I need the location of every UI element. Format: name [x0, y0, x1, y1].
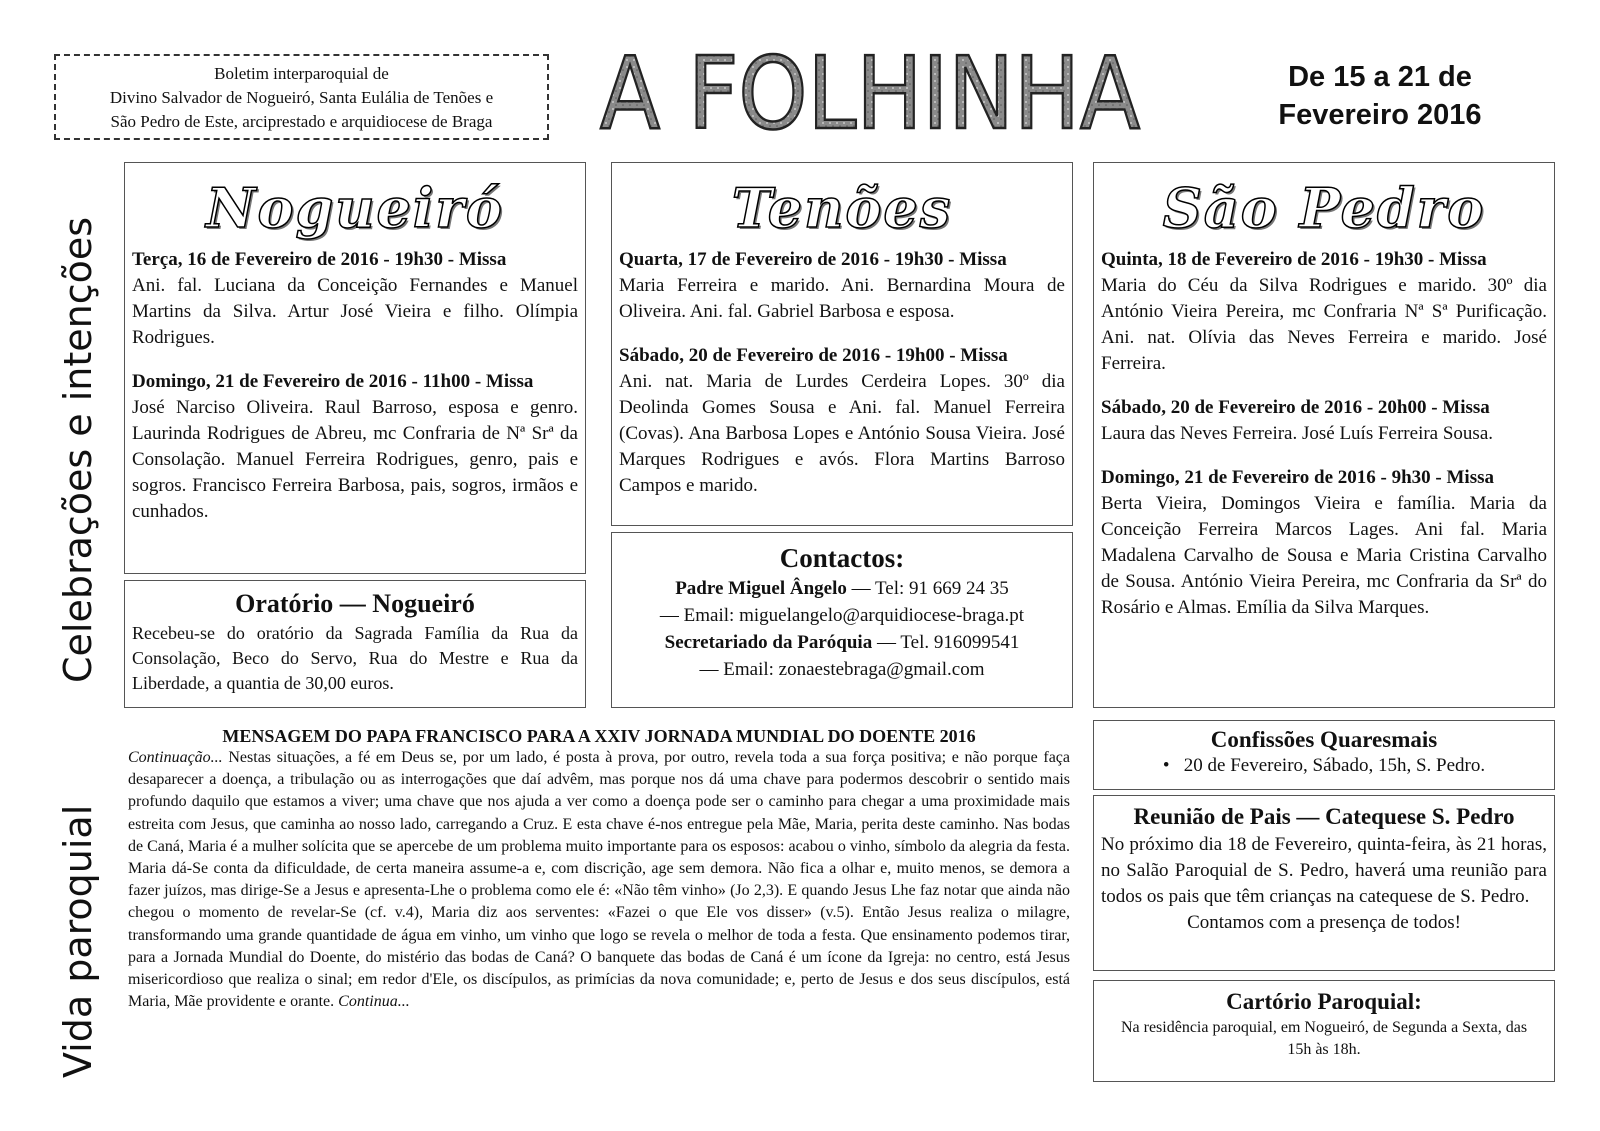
parents-meeting-closing: Contamos com a presença de todos! — [1187, 912, 1461, 933]
nogueiro-entry-2-heading: Domingo, 21 de Fevereiro de 2016 - 11h00 - Missa — [132, 371, 534, 392]
confessions-title: Confissões Quaresmais — [1210, 727, 1438, 752]
sao-pedro-entry-1-text: Maria do Céu da Silva Rodrigues e marido. 30º dia António Vieira Pereira, mc Confraria Nª Sª Purificação. Ani. nat. Olívia das Neves Ferreira e marido. José Ferreira. — [1101, 275, 1547, 374]
secretariat-email: — Email: zonaestebraga@gmail.com — [699, 659, 985, 680]
nogueiro-entry-1-heading: Terça, 16 de Fevereiro de 2016 - 19h30 - Missa — [132, 249, 507, 270]
pope-message-text — [128, 747, 1070, 1013]
date-line-2: Fevereiro 2016 — [1278, 99, 1482, 131]
sao-pedro-section — [1093, 162, 1555, 708]
bulletin-title: A FOLHINHA — [600, 35, 1140, 152]
side-label-parish-life: Vida paroquial — [56, 804, 100, 1078]
date-range — [1250, 58, 1510, 134]
priest-name: Padre Miguel Ângelo — [675, 578, 847, 599]
tenoes-section — [611, 162, 1073, 526]
oratorio-text: Recebeu-se do oratório da Sagrada Família da Rua da Consolação, Beco do Servo, Rua do Mestre e Rua da Liberdade, a quantia de 30,00 euros. — [132, 623, 578, 693]
secretariat-name: Secretariado da Paróquia — [664, 632, 873, 653]
oratorio-section — [124, 580, 586, 708]
oratorio-title: Oratório — Nogueiró — [235, 589, 475, 618]
parents-meeting-text: No próximo dia 18 de Fevereiro, quinta-feira, às 21 horas, no Salão Paroquial de S. Pedro, haverá uma reunião para todos os pais que têm crianças na catequese de S. Pedro. — [1101, 834, 1547, 907]
pope-message-section — [128, 726, 1070, 1013]
bulletin-line-2: Divino Salvador de Nogueiró, Santa Eulália de Tenões e — [109, 88, 494, 107]
pope-message-title: MENSAGEM DO PAPA FRANCISCO PARA A XXIV JORNADA MUNDIAL DO DOENTE 2016 — [222, 726, 976, 746]
tenoes-entry-2-text: Ani. nat. Maria de Lurdes Cerdeira Lopes. 30º dia Deolinda Gomes Sousa e Ani. fal. Manuel Ferreira (Covas). Ana Barbosa Lopes e António Sousa Vieira. José Marques Rodrigues e avós. Flora Martins Barroso Campos e marido. — [619, 371, 1065, 496]
parish-office-title: Cartório Paroquial: — [1226, 989, 1422, 1014]
nogueiro-entry-1-text: Ani. fal. Luciana da Conceição Fernandes e Manuel Martins da Silva. Artur José Vieira e filho. Olímpia Rodrigues. — [132, 275, 578, 348]
bullet-icon: • — [1162, 755, 1184, 776]
bulletin-line-1: Boletim interparoquial de — [214, 64, 389, 83]
pope-message-body: Nestas situações, a fé em Deus se, por um lado, é posta à prova, por outro, revela toda a sua força positiva; e não porque faça desaparecer a doença, a tribulação ou as interrogações que daí advêm, mas porque nos dá uma chave para podermos descobrir o sentido mais profundo daquilo que estamos a viver; uma chave que nos ajuda a ver como a doença pode ser o caminho para chegar a uma proximidade mais estreita com Jesus, que caminha ao nosso lado, carregando a Cruz. E esta chave é-nos entregue pela Mãe, Maria, perita deste caminho. Nas bodas de Caná, Maria é a mulher solícita que se apercebe de um problema muito importante para os esposos: acabou o vinho, símbolo da alegria da festa. Maria dá-Se conta da dificuldade, de certa maneira assume-a e, com discrição, age sem demora. Não fica a olhar e, muito menos, se demora a fazer juízos, mas dirige-Se a Jesus e apresenta-Lhe o problema como ele é: «Não têm vinho» (Jo 2,3). E quando Jesus Lhe faz notar que ainda não chegou o momento de revelar-Se (cf. v.4), Maria diz aos serventes: «Fazei o que Ele vos disser» (v.5). Então Jesus realiza o milagre, transformando uma grande quantidade de água em vinho, um vinho que logo se revela o melhor de toda a festa. Que ensinamento podemos tirar, para a Jornada Mundial do Doente, do mistério das bodas de Caná? O banquete das bodas de Caná é um ícone da Igreja: no centro, está Jesus misericordioso que realiza o sinal; em redor d'Ele, os discípulos, as primícias da nova comunidade; e, perto de Jesus e dos seus discípulos, está Maria, Mãe providente e orante. — [128, 749, 1071, 1011]
bulletin-info-box — [54, 54, 549, 140]
sao-pedro-title: São Pedro — [1162, 176, 1486, 240]
confessions-item — [1094, 755, 1554, 777]
parish-office-text: Na residência paroquial, em Nogueiró, de Segunda a Sexta, das 15h às 18h. — [1120, 1019, 1528, 1058]
sao-pedro-entry-2-heading: Sábado, 20 de Fevereiro de 2016 - 20h00 - Missa — [1101, 397, 1490, 418]
nogueiro-entry-2-text: José Narciso Oliveira. Raul Barroso, esposa e genro. Laurinda Rodrigues de Abreu, mc Confraria de Nª Srª da Consolação. Manuel Ferreira Rodrigues, genro, pais e sogros. Francisco Ferreira Barbosa, pais, sogros, irmãos e cunhados. — [132, 397, 578, 522]
sao-pedro-entry-3-text: Berta Vieira, Domingos Vieira e família. Maria da Conceição Ferreira Marcos Lages. Ani fal. Maria Madalena Carvalho de Sousa e Maria Cristina Carvalho de Sousa. António Vieira Pereira, mc Confraria da Srª do Rosário e Almas. Emília da Silva Marques. — [1101, 493, 1547, 618]
contacts-title: Contactos: — [779, 543, 905, 573]
tenoes-title: Tenões — [731, 176, 953, 240]
side-label-celebrations: Celebrações e intenções — [56, 216, 100, 683]
confessions-item-text: 20 de Fevereiro, Sábado, 15h, S. Pedro. — [1183, 755, 1486, 776]
nogueiro-section — [124, 162, 586, 574]
pope-message-outro: Continua... — [338, 993, 410, 1011]
parents-meeting-title: Reunião de Pais — Catequese S. Pedro — [1133, 804, 1515, 829]
date-line-1: De 15 a 21 de — [1288, 61, 1472, 93]
tenoes-entry-1-heading: Quarta, 17 de Fevereiro de 2016 - 19h30 - Missa — [619, 249, 1007, 270]
priest-email: — Email: miguelangelo@arquidiocese-braga.pt — [659, 605, 1025, 626]
confessions-section — [1093, 720, 1555, 790]
contacts-section — [611, 532, 1073, 708]
bulletin-title-logo — [590, 30, 1150, 150]
tenoes-entry-2-heading: Sábado, 20 de Fevereiro de 2016 - 19h00 - Missa — [619, 345, 1008, 366]
nogueiro-title: Nogueiró — [206, 176, 504, 240]
parish-office-section — [1093, 980, 1555, 1082]
sao-pedro-entry-2-text: Laura das Neves Ferreira. José Luís Ferreira Sousa. — [1101, 423, 1494, 444]
pope-message-intro: Continuação... — [128, 749, 223, 766]
tenoes-entry-1-text: Maria Ferreira e marido. Ani. Bernardina Moura de Oliveira. Ani. fal. Gabriel Barbosa e esposa. — [619, 275, 1065, 322]
sao-pedro-entry-1-heading: Quinta, 18 de Fevereiro de 2016 - 19h30 - Missa — [1101, 249, 1487, 270]
priest-phone: — Tel: 91 669 24 35 — [851, 578, 1009, 599]
bulletin-line-3: São Pedro de Este, arciprestado e arquidiocese de Braga — [110, 112, 493, 131]
parents-meeting-section — [1093, 795, 1555, 971]
secretariat-phone: — Tel. 916099541 — [876, 632, 1020, 653]
sao-pedro-entry-3-heading: Domingo, 21 de Fevereiro de 2016 - 9h30 - Missa — [1101, 467, 1494, 488]
